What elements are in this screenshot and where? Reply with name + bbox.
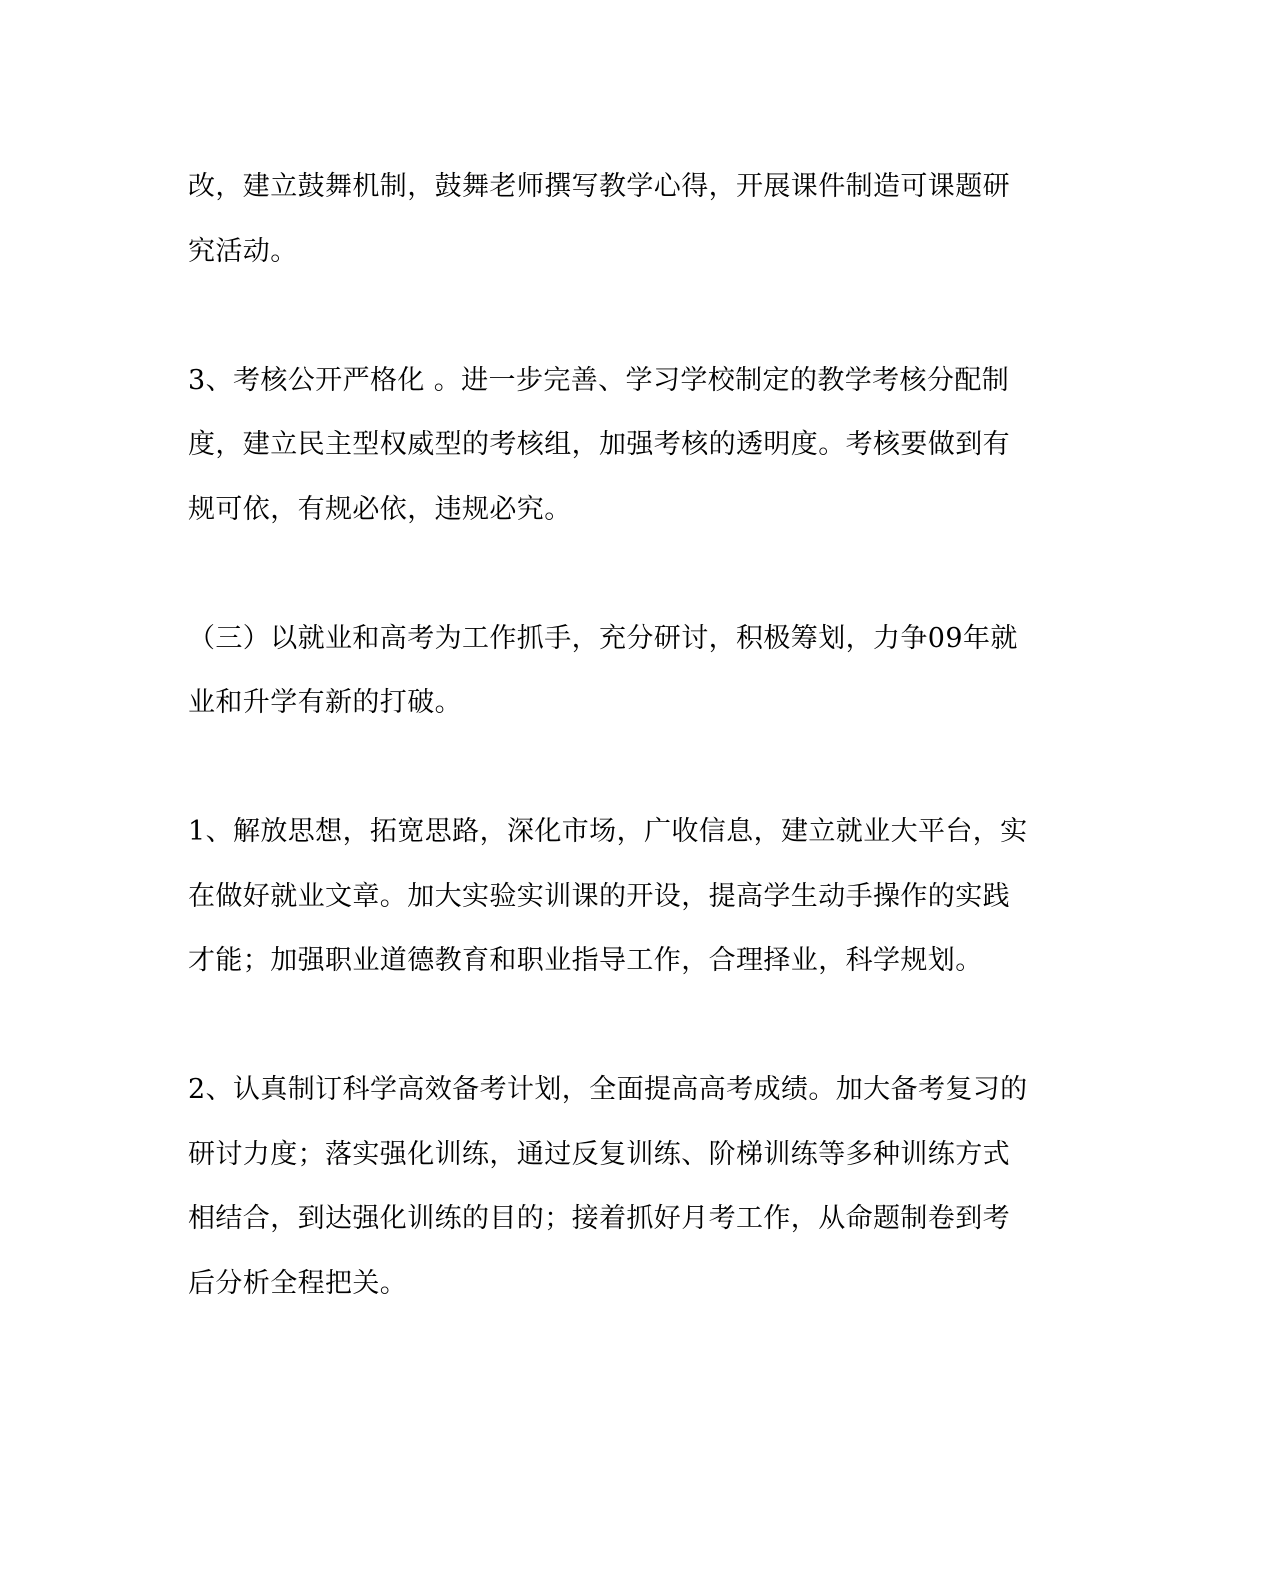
text-line: 在做好就业文章。加大实验实训课的开设，提高学生动手操作的实践	[188, 880, 1010, 912]
paragraph-continuation	[188, 155, 1068, 284]
text-line: 才能；加强职业道德教育和职业指导工作，合理择业，科学规划。	[188, 945, 983, 976]
paragraph-assessment	[188, 349, 1068, 543]
text-line: 规可依，有规必依，违规必究。	[188, 493, 572, 525]
text-line: 1、解放思想，拓宽思路，深化市场，广收信息，建立就业大平台，实	[188, 816, 1028, 847]
text-line: 业和升学有新的打破。	[188, 687, 462, 718]
paragraph-exam-prep	[188, 1058, 1068, 1316]
text-line: 2、认真制订科学高效备考计划，全面提高高考成绩。加大备考复习的	[188, 1074, 1028, 1105]
paragraph-employment	[188, 800, 1068, 994]
document-body	[188, 155, 1068, 1381]
text-line: 研讨力度；落实强化训练，通过反复训练、阶梯训练等多种训练方式	[188, 1138, 1010, 1170]
text-line: 后分析全程把关。	[188, 1267, 408, 1299]
text-line: 改，建立鼓舞机制，鼓舞老师撰写教学心得，开展课件制造可课题研	[188, 171, 1010, 202]
text-line: （三）以就业和高考为工作抓手，充分研讨，积极筹划，力争09年就	[188, 622, 1018, 654]
text-line: 3、考核公开严格化 。进一步完善、学习学校制定的教学考核分配制	[188, 364, 1010, 396]
text-line: 究活动。	[188, 235, 298, 267]
text-line: 度，建立民主型权威型的考核组，加强考核的透明度。考核要做到有	[188, 429, 1010, 460]
text-line: 相结合，到达强化训练的目的；接着抓好月考工作，从命题制卷到考	[188, 1203, 1010, 1234]
section-heading-three	[188, 607, 1068, 736]
